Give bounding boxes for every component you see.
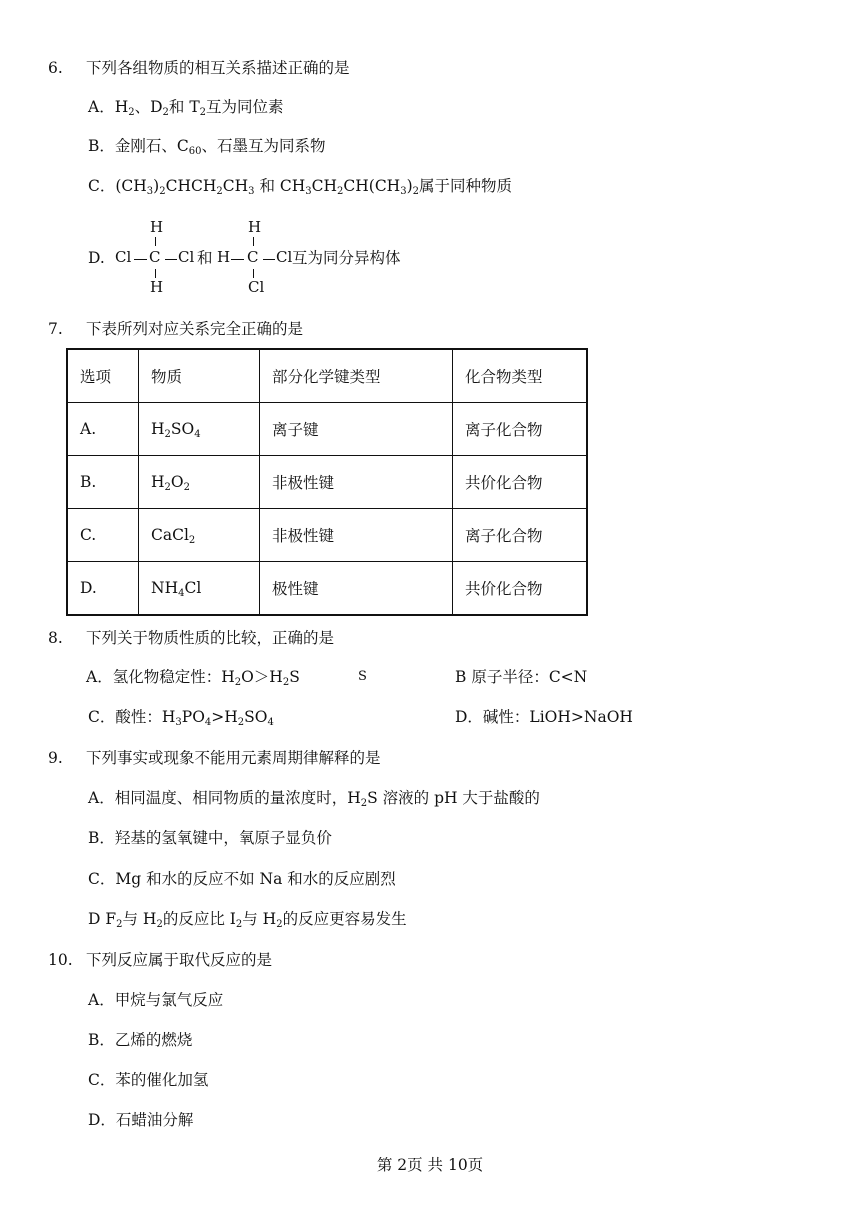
text: >H — [211, 708, 238, 726]
table-cell-substance — [139, 456, 260, 509]
table-cell-bond: 非极性键 — [260, 456, 453, 509]
table-cell-type: 共价化合物 — [453, 562, 588, 616]
table-row — [67, 509, 587, 562]
subscript: 2 — [360, 798, 368, 809]
table-cell-type: 离子化合物 — [453, 403, 588, 456]
table-cell-type: 离子化合物 — [453, 509, 588, 562]
q7-number: 7. — [48, 320, 63, 338]
bond — [155, 237, 156, 246]
subscript: 2 — [162, 107, 169, 118]
table-cell-bond: 离子键 — [260, 403, 453, 456]
text: A．相同温度、相同物质的量浓度时，H — [88, 789, 361, 807]
table-cell-substance — [139, 562, 260, 616]
text: 与 H — [122, 910, 157, 928]
structural-formula-1 — [112, 218, 195, 298]
subscript: 2 — [164, 429, 171, 440]
table-cell-substance — [139, 403, 260, 456]
subscript: 2 — [276, 919, 283, 930]
text: CH(CH — [343, 177, 401, 195]
table-header-cell: 化合物类型 — [453, 349, 588, 403]
q9-option-a[interactable] — [88, 788, 540, 808]
text: S 溶液的 pH 大于盐酸的 — [367, 789, 540, 807]
table-cell-option: D. — [67, 562, 139, 616]
q10-number: 10. — [48, 951, 73, 969]
subscript: 2 — [282, 677, 290, 688]
q6-option-d-suffix: 互为同分异构体 — [292, 249, 401, 267]
subscript: 4 — [194, 429, 201, 440]
subscript: 2 — [235, 919, 243, 930]
q10-option-b[interactable]: B．乙烯的燃烧 — [88, 1031, 193, 1049]
atom-bottom: H — [150, 278, 164, 296]
text: 、石墨互为同系物 — [201, 137, 326, 155]
q10-option-d[interactable]: D．石蜡油分解 — [88, 1111, 194, 1129]
q10-option-a[interactable]: A．甲烷与氯气反应 — [88, 991, 224, 1009]
q10-option-c[interactable]: C．苯的催化加氢 — [88, 1071, 209, 1089]
bond — [263, 259, 275, 260]
q8-option-c[interactable] — [88, 707, 274, 727]
q6-number: 6. — [48, 59, 63, 77]
table-header-cell: 选项 — [67, 349, 139, 403]
table-header-cell: 物质 — [139, 349, 260, 403]
q10-stem: 下列反应属于取代反应的是 — [86, 951, 273, 969]
text: CH — [222, 177, 249, 195]
text: CaCl — [151, 526, 189, 544]
text: O — [170, 473, 184, 491]
subscript: 2 — [159, 186, 166, 197]
q8-stem: 下列关于物质性质的比较，正确的是 — [86, 629, 335, 647]
q9-option-b[interactable]: B．羟基的氢氧键中，氧原子显负价 — [88, 829, 332, 847]
text: H — [151, 473, 165, 491]
subscript: 2 — [199, 107, 207, 118]
table-header-row — [67, 349, 587, 403]
q6-option-a[interactable] — [88, 97, 284, 117]
q8-option-d[interactable]: D．碱性：LiOH>NaOH — [455, 708, 633, 726]
q9-option-d[interactable] — [88, 909, 407, 929]
table-row — [67, 456, 587, 509]
table-cell-type: 共价化合物 — [453, 456, 588, 509]
q6-option-d-and: 和 — [197, 249, 213, 267]
option-label: D. — [88, 249, 105, 267]
text: S — [289, 668, 300, 686]
subscript: 4 — [204, 717, 212, 728]
bond — [231, 259, 244, 260]
q8-option-a[interactable] — [86, 667, 300, 687]
atom-left: Cl — [115, 248, 132, 266]
text: CHCH — [165, 177, 217, 195]
subscript: 60 — [188, 146, 202, 157]
atom-left: H — [217, 248, 231, 266]
q6-option-b[interactable] — [88, 136, 326, 156]
subscript: 3 — [248, 186, 255, 197]
atom-center: C — [149, 248, 161, 266]
text: 和 T — [168, 98, 200, 116]
text: D F — [88, 910, 117, 928]
atom-top: H — [150, 218, 164, 236]
q8-number: 8. — [48, 629, 63, 647]
table-cell-bond: 极性键 — [260, 562, 453, 616]
q7-stem: 下表所列对应关系完全正确的是 — [86, 320, 304, 338]
subscript: 2 — [234, 677, 242, 688]
q6-stem: 下列各组物质的相互关系描述正确的是 — [86, 59, 350, 77]
table-cell-option: A. — [67, 403, 139, 456]
bond — [165, 259, 177, 260]
text: PO — [181, 708, 205, 726]
subscript: 3 — [175, 717, 182, 728]
q8-option-b[interactable]: B 原子半径：C<N — [455, 668, 588, 686]
q6-option-d[interactable] — [88, 248, 105, 268]
atom-bottom: Cl — [248, 278, 265, 296]
text: C．酸性：H — [88, 708, 176, 726]
text: CH — [311, 177, 338, 195]
text: A．氢化物稳定性：H — [86, 668, 235, 686]
subscript: 2 — [183, 482, 190, 493]
subscript: 2 — [412, 186, 420, 197]
subscript: 2 — [128, 107, 135, 118]
text: A．H — [88, 98, 129, 116]
text: NH — [151, 579, 179, 597]
table-cell-option: B. — [67, 456, 139, 509]
subscript: 4 — [178, 588, 185, 599]
text: 属于同种物质 — [419, 177, 513, 195]
subscript: 2 — [237, 717, 245, 728]
text: B．金刚石、C — [88, 137, 189, 155]
table-row — [67, 403, 587, 456]
structural-formula-2 — [215, 218, 295, 298]
q8-stray-mark: S — [358, 669, 367, 684]
text: C．(CH — [88, 177, 147, 195]
subscript: 2 — [164, 482, 171, 493]
q7-table — [66, 348, 588, 616]
subscript: 4 — [267, 717, 274, 728]
text: 与 H — [242, 910, 277, 928]
bond — [134, 259, 147, 260]
atom-right: Cl — [178, 248, 195, 266]
subscript: 2 — [188, 535, 196, 546]
text: SO — [170, 420, 195, 438]
text: ) — [153, 177, 160, 195]
page-number-footer: 第 2页 共 10页 — [376, 1156, 484, 1174]
text: 互为同位素 — [206, 98, 284, 116]
atom-right: Cl — [276, 248, 293, 266]
text: SO — [244, 708, 268, 726]
bond — [253, 269, 254, 278]
subscript: 2 — [156, 919, 163, 930]
table-header-cell: 部分化学键类型 — [260, 349, 453, 403]
subscript: 3 — [146, 186, 154, 197]
text: ) — [406, 177, 413, 195]
bond — [253, 237, 254, 246]
text: Cl — [184, 579, 202, 597]
subscript: 2 — [216, 186, 223, 197]
bond — [155, 269, 156, 278]
subscript: 2 — [337, 186, 344, 197]
text: H — [151, 420, 165, 438]
q9-stem: 下列事实或现象不能用元素周期律解释的是 — [86, 749, 381, 767]
text: 和 CH — [254, 177, 306, 195]
table-cell-bond: 非极性键 — [260, 509, 453, 562]
q9-option-c[interactable]: C．Mg 和水的反应不如 Na 和水的反应剧烈 — [88, 870, 396, 888]
subscript: 2 — [116, 919, 123, 930]
text: 的反应比 I — [162, 910, 236, 928]
atom-top: H — [248, 218, 262, 236]
q6-option-c[interactable] — [88, 176, 512, 196]
subscript: 3 — [400, 186, 407, 197]
text: 的反应更容易发生 — [282, 910, 407, 928]
atom-center: C — [247, 248, 259, 266]
table-cell-option: C. — [67, 509, 139, 562]
q9-number: 9. — [48, 749, 63, 767]
text: 、D — [134, 98, 163, 116]
table-cell-substance — [139, 509, 260, 562]
subscript: 3 — [305, 186, 312, 197]
table-row — [67, 562, 587, 616]
text: O＞H — [241, 668, 283, 686]
